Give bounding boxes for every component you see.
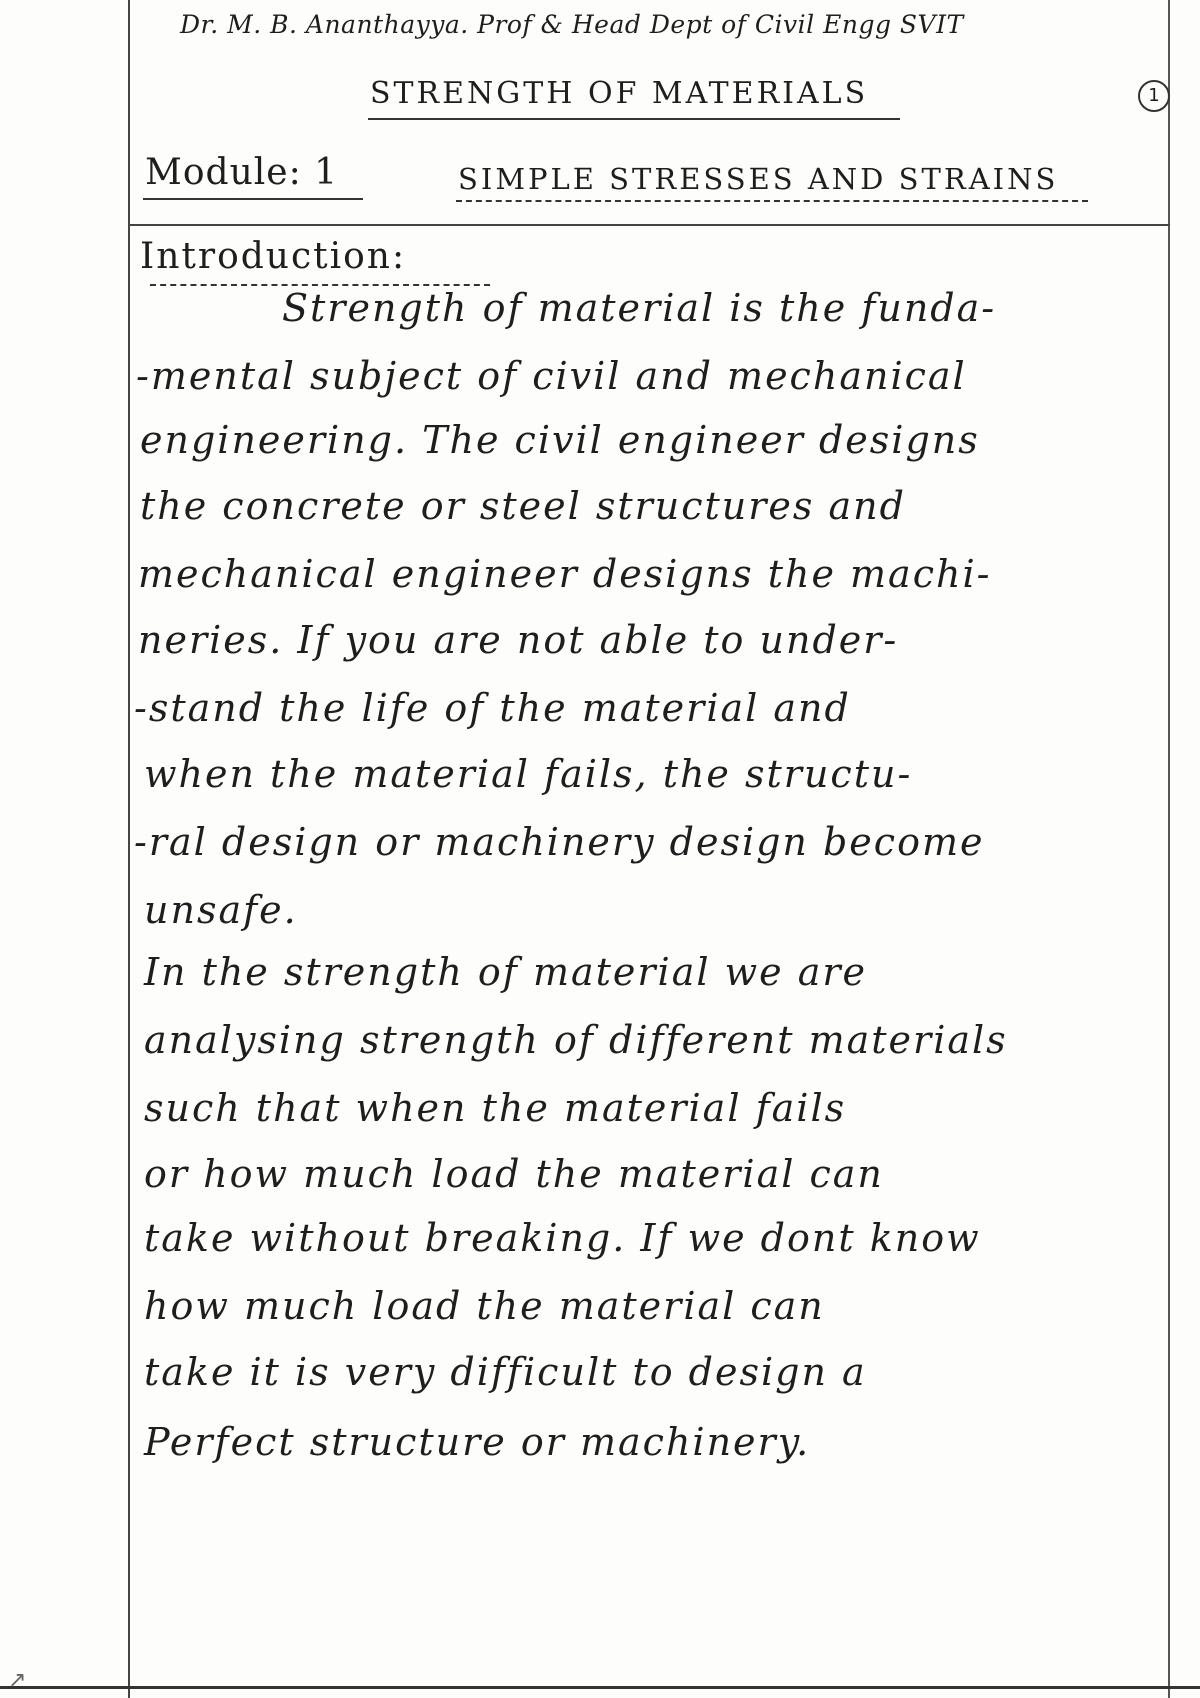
body-line: engineering. The civil engineer designs: [140, 418, 980, 462]
header-divider-line: [128, 224, 1170, 226]
body-line: mechanical engineer designs the machi-: [138, 552, 992, 596]
module-title-underline: [456, 200, 1088, 202]
subject-title-underline: [368, 118, 900, 120]
body-line: In the strength of material we are: [144, 950, 867, 994]
section-heading: Introduction:: [140, 236, 407, 277]
body-line: how much load the material can: [144, 1284, 825, 1328]
body-line: take without breaking. If we dont know: [144, 1216, 981, 1260]
subject-title: STRENGTH OF MATERIALS: [370, 76, 869, 111]
module-label: Module: 1: [145, 152, 339, 193]
body-line: neries. If you are not able to under-: [138, 618, 899, 662]
body-line: such that when the material fails: [144, 1086, 847, 1130]
body-line: -mental subject of civil and mechanical: [136, 354, 967, 398]
body-line: -stand the life of the material and: [134, 686, 851, 730]
body-line: Strength of material is the funda-: [282, 286, 997, 330]
body-line: or how much load the material can: [144, 1152, 884, 1196]
body-line: Perfect structure or machinery.: [144, 1420, 811, 1464]
bottom-edge-line: [0, 1686, 1200, 1689]
corner-mark-icon: ↗: [8, 1668, 27, 1693]
left-margin-line: [128, 0, 130, 1698]
page-number: 1: [1138, 80, 1170, 112]
module-label-underline: [143, 198, 363, 200]
body-line: unsafe.: [144, 888, 298, 932]
body-line: when the material fails, the structu-: [144, 752, 913, 796]
body-line: the concrete or steel structures and: [140, 484, 906, 528]
right-margin-line: [1168, 0, 1170, 1698]
author-line: Dr. M. B. Ananthayya. Prof & Head Dept of Civil Engg SVIT: [180, 10, 964, 39]
body-line: take it is very difficult to design a: [144, 1350, 867, 1394]
body-line: analysing strength of different materials: [144, 1018, 1008, 1062]
body-line: -ral design or machinery design become: [134, 820, 985, 864]
module-title: SIMPLE STRESSES AND STRAINS: [458, 162, 1059, 196]
